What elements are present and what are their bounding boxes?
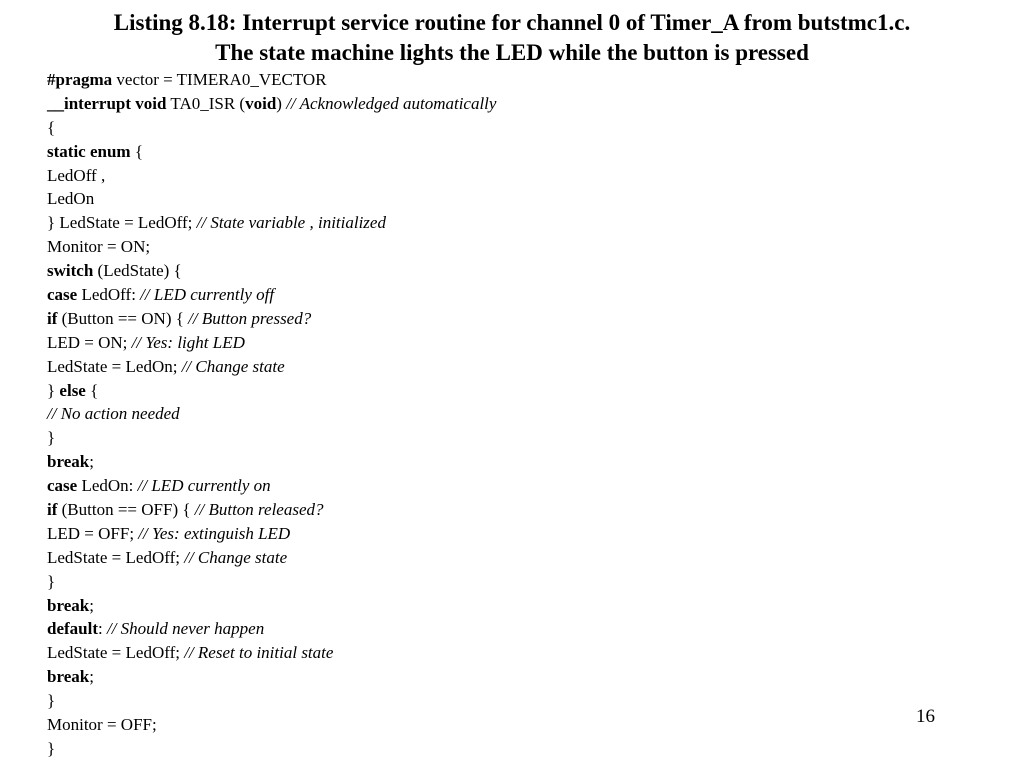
- code-comment: // Button released?: [194, 500, 324, 520]
- code-line: [47, 187, 496, 211]
- code-comment: // Change state: [181, 356, 285, 376]
- code-text: ;: [89, 595, 94, 615]
- code-comment: // State variable , initialized: [196, 213, 386, 233]
- code-line: [47, 140, 496, 164]
- code-comment: // Yes: light LED: [131, 332, 245, 352]
- code-line: [47, 665, 496, 689]
- page-number: 16: [916, 706, 935, 727]
- code-text: ): [276, 93, 287, 113]
- code-line: [47, 546, 496, 570]
- code-keyword: else: [59, 380, 86, 400]
- code-line: [47, 211, 496, 235]
- code-text: {: [47, 117, 56, 137]
- code-keyword: break: [47, 452, 90, 472]
- title-line-2: The state machine lights the LED while the button is pressed: [215, 40, 809, 65]
- code-line: [47, 689, 496, 713]
- code-line: [47, 594, 496, 618]
- code-line: [47, 116, 496, 140]
- code-text: LedOn: [47, 189, 95, 209]
- code-text: TA0_ISR (: [166, 93, 246, 113]
- code-keyword: void: [245, 93, 277, 113]
- code-text: LedState = LedOn;: [47, 356, 182, 376]
- code-keyword: static enum: [47, 141, 131, 161]
- code-keyword: default: [47, 619, 98, 639]
- code-keyword: __interrupt void: [47, 93, 167, 113]
- code-keyword: #pragma: [47, 70, 113, 89]
- code-text: ;: [89, 667, 94, 687]
- code-keyword: break: [47, 595, 90, 615]
- code-comment: // Change state: [184, 547, 288, 567]
- code-line: [47, 617, 496, 641]
- code-text: LED = OFF;: [47, 523, 139, 543]
- code-line: [47, 426, 496, 450]
- code-text: (Button == ON) {: [57, 308, 189, 328]
- code-keyword: case: [47, 285, 78, 305]
- code-line: [47, 522, 496, 546]
- code-text: LedOn:: [77, 476, 138, 496]
- code-line: [47, 498, 496, 522]
- code-text: LedOff ,: [47, 165, 106, 185]
- title-line-1: Listing 8.18: Interrupt service routine for channel 0 of Timer_A from butstmc1.c.: [113, 10, 911, 35]
- code-text: (Button == OFF) {: [57, 500, 195, 520]
- code-line: [47, 235, 496, 259]
- code-line: [47, 474, 496, 498]
- code-line: [47, 331, 496, 355]
- code-text: Monitor = OFF;: [47, 715, 157, 735]
- code-text: LedState = LedOff;: [47, 547, 185, 567]
- code-comment: // Should never happen: [106, 619, 265, 639]
- code-keyword: switch: [47, 261, 94, 281]
- code-text: {: [85, 380, 99, 400]
- code-line: [47, 450, 496, 474]
- code-line: [47, 283, 496, 307]
- code-line: [47, 307, 496, 331]
- code-comment: // LED currently on: [137, 476, 271, 496]
- code-comment: // No action needed: [47, 404, 180, 424]
- code-comment: // Reset to initial state: [184, 643, 334, 663]
- code-text: vector = TIMERA0_VECTOR: [112, 70, 327, 89]
- code-text: LED = ON;: [47, 332, 132, 352]
- code-text: ;: [89, 452, 94, 472]
- code-line: [47, 737, 496, 761]
- code-text: Monitor = ON;: [47, 237, 151, 257]
- code-comment: // Yes: extinguish LED: [138, 523, 291, 543]
- code-keyword: case: [47, 476, 78, 496]
- code-text: LedOff:: [77, 285, 141, 305]
- code-line: [47, 164, 496, 188]
- code-listing: [47, 68, 496, 761]
- code-line: [47, 355, 496, 379]
- listing-title: [0, 8, 1024, 68]
- code-text: }: [47, 428, 56, 448]
- code-line: [47, 379, 496, 403]
- code-text: (LedState) {: [93, 261, 182, 281]
- code-line: [47, 713, 496, 737]
- code-comment: // Button pressed?: [188, 308, 312, 328]
- code-text: } LedState = LedOff;: [47, 213, 197, 233]
- code-line: [47, 570, 496, 594]
- code-line: [47, 68, 496, 92]
- code-keyword: break: [47, 667, 90, 687]
- code-text: }: [47, 738, 56, 758]
- code-text: }: [47, 571, 56, 591]
- code-line: [47, 259, 496, 283]
- code-text: :: [98, 619, 107, 639]
- code-line: [47, 641, 496, 665]
- code-text: {: [130, 141, 143, 161]
- code-text: }: [47, 380, 60, 400]
- code-line: [47, 92, 496, 116]
- code-text: }: [47, 691, 56, 711]
- code-line: [47, 402, 496, 426]
- code-comment: // Acknowledged automatically: [286, 93, 497, 113]
- code-text: LedState = LedOff;: [47, 643, 185, 663]
- code-comment: // LED currently off: [140, 285, 275, 305]
- code-keyword: if: [47, 308, 58, 328]
- code-keyword: if: [47, 500, 58, 520]
